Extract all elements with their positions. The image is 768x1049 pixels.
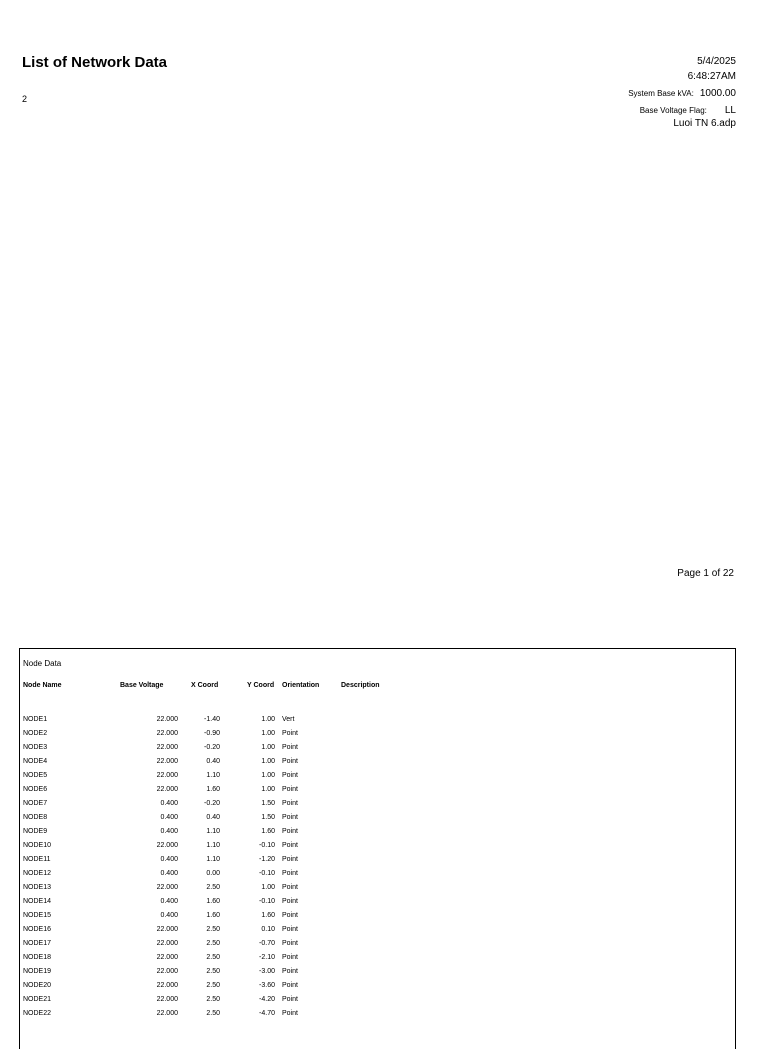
base-voltage-cell: 22.000	[156, 786, 178, 793]
x-coord-cell: 2.50	[206, 926, 220, 933]
col-header-x-coord: X Coord	[191, 682, 219, 689]
y-coord-cell: -0.10	[259, 870, 275, 877]
base-voltage-cell: 22.000	[156, 772, 178, 779]
base-voltage-cell: 22.000	[156, 842, 178, 849]
node-name-cell: NODE12	[23, 870, 52, 877]
base-voltage-cell: 22.000	[156, 730, 178, 737]
node-name-cell: NODE8	[23, 814, 48, 821]
table-row	[20, 968, 735, 982]
base-voltage-cell: 22.000	[156, 954, 178, 961]
base-voltage-cell: 22.000	[156, 1010, 178, 1017]
system-base-kva-label: System Base kVA:	[628, 89, 694, 98]
table-row	[20, 786, 735, 800]
base-voltage-flag-label: Base Voltage Flag:	[639, 106, 707, 115]
report-title: List of Network Data	[22, 54, 168, 71]
y-coord-cell: -4.20	[259, 996, 275, 1003]
y-coord-cell: -0.10	[259, 842, 275, 849]
y-coord-cell: 1.00	[261, 772, 275, 779]
x-coord-cell: -0.20	[204, 800, 220, 807]
base-voltage-flag	[640, 105, 736, 116]
node-name-cell: NODE9	[23, 828, 48, 835]
y-coord-cell: 1.00	[261, 884, 275, 891]
orientation-cell: Point	[282, 772, 298, 779]
y-coord-cell: 1.00	[261, 730, 275, 737]
node-name-cell: NODE22	[23, 1010, 52, 1017]
col-header-node-name: Node Name	[23, 682, 62, 689]
orientation-cell: Point	[282, 940, 298, 947]
orientation-cell: Point	[282, 898, 298, 905]
base-voltage-cell: 0.400	[160, 856, 178, 863]
node-name-cell: NODE7	[23, 800, 48, 807]
orientation-cell: Point	[282, 982, 298, 989]
base-voltage-cell: 22.000	[156, 926, 178, 933]
x-coord-cell: -0.90	[204, 730, 220, 737]
y-coord-cell: 1.60	[261, 828, 275, 835]
x-coord-cell: 2.50	[206, 940, 220, 947]
base-voltage-cell: 22.000	[156, 982, 178, 989]
table-row	[20, 926, 735, 940]
node-name-cell: NODE19	[23, 968, 52, 975]
orientation-cell: Point	[282, 786, 298, 793]
table-row	[20, 842, 735, 856]
table-row	[20, 912, 735, 926]
x-coord-cell: 2.50	[206, 982, 220, 989]
node-name-cell: NODE11	[23, 856, 51, 863]
x-coord-cell: 1.60	[206, 898, 220, 905]
orientation-cell: Vert	[282, 716, 295, 723]
x-coord-cell: 2.50	[206, 954, 220, 961]
x-coord-cell: 1.10	[206, 828, 220, 835]
node-data-title: Node Data	[23, 659, 62, 668]
table-row	[20, 884, 735, 898]
base-voltage-cell: 0.400	[160, 870, 178, 877]
report-subtitle-number: 2	[22, 94, 28, 104]
y-coord-cell: 0.10	[261, 926, 275, 933]
y-coord-cell: -1.20	[259, 856, 275, 863]
y-coord-cell: -0.10	[259, 898, 275, 905]
report-time: 6:48:27AM	[687, 71, 736, 82]
y-coord-cell: 1.50	[261, 800, 275, 807]
x-coord-cell: 1.60	[206, 786, 220, 793]
orientation-cell: Point	[282, 912, 298, 919]
base-voltage-cell: 22.000	[156, 968, 178, 975]
orientation-cell: Point	[282, 954, 298, 961]
orientation-cell: Point	[282, 814, 298, 821]
orientation-cell: Point	[282, 758, 298, 765]
orientation-cell: Point	[282, 926, 298, 933]
x-coord-cell: 2.50	[206, 996, 220, 1003]
file-name: Luoi TN 6.adp	[673, 118, 736, 129]
y-coord-cell: 1.50	[261, 814, 275, 821]
node-name-cell: NODE4	[23, 758, 48, 765]
node-name-cell: NODE18	[23, 954, 52, 961]
table-row	[20, 982, 735, 996]
table-row	[20, 1010, 735, 1024]
table-row	[20, 716, 735, 730]
x-coord-cell: 1.10	[206, 842, 220, 849]
node-name-cell: NODE21	[23, 996, 52, 1003]
table-row	[20, 940, 735, 954]
node-name-cell: NODE20	[23, 982, 52, 989]
col-header-orientation: Orientation	[282, 682, 320, 689]
x-coord-cell: 0.40	[206, 814, 220, 821]
base-voltage-cell: 22.000	[156, 758, 178, 765]
base-voltage-flag-value: LL	[724, 105, 736, 116]
node-name-cell: NODE15	[23, 912, 52, 919]
orientation-cell: Point	[282, 730, 298, 737]
base-voltage-cell: 22.000	[156, 884, 178, 891]
base-voltage-cell: 0.400	[160, 814, 178, 821]
y-coord-cell: -4.70	[259, 1010, 275, 1017]
node-name-cell: NODE13	[23, 884, 52, 891]
y-coord-cell: 1.00	[261, 716, 275, 723]
col-header-description: Description	[341, 682, 380, 689]
y-coord-cell: -2.10	[259, 954, 275, 961]
report-date: 5/4/2025	[697, 56, 736, 67]
orientation-cell: Point	[282, 968, 298, 975]
table-row	[20, 758, 735, 772]
y-coord-cell: -3.00	[259, 968, 275, 975]
base-voltage-cell: 0.400	[160, 912, 178, 919]
orientation-cell: Point	[282, 828, 298, 835]
col-header-base-voltage: Base Voltage	[120, 682, 164, 689]
node-name-cell: NODE2	[23, 730, 48, 737]
system-base-kva-value: 1000.00	[699, 88, 736, 99]
x-coord-cell: 2.50	[206, 968, 220, 975]
y-coord-cell: -0.70	[259, 940, 275, 947]
table-row	[20, 800, 735, 814]
table-row	[20, 856, 735, 870]
node-name-cell: NODE6	[23, 786, 48, 793]
orientation-cell: Point	[282, 996, 298, 1003]
table-row	[20, 898, 735, 912]
orientation-cell: Point	[282, 800, 298, 807]
x-coord-cell: -0.20	[204, 744, 220, 751]
orientation-cell: Point	[282, 1010, 298, 1017]
orientation-cell: Point	[282, 884, 298, 891]
y-coord-cell: 1.00	[261, 786, 275, 793]
base-voltage-cell: 22.000	[156, 996, 178, 1003]
node-data-panel	[19, 648, 736, 1049]
y-coord-cell: 1.00	[261, 758, 275, 765]
node-name-cell: NODE5	[23, 772, 48, 779]
base-voltage-cell: 22.000	[156, 940, 178, 947]
x-coord-cell: 2.50	[206, 1010, 220, 1017]
table-row	[20, 870, 735, 884]
base-voltage-cell: 0.400	[160, 828, 178, 835]
node-name-cell: NODE14	[23, 898, 52, 905]
node-name-cell: NODE10	[23, 842, 52, 849]
base-voltage-cell: 0.400	[160, 800, 178, 807]
system-base-kva	[628, 88, 736, 99]
x-coord-cell: 1.60	[206, 912, 220, 919]
base-voltage-cell: 0.400	[160, 898, 178, 905]
orientation-cell: Point	[282, 744, 298, 751]
base-voltage-cell: 22.000	[156, 716, 178, 723]
table-row	[20, 954, 735, 968]
node-name-cell: NODE3	[23, 744, 48, 751]
x-coord-cell: 1.10	[206, 772, 220, 779]
x-coord-cell: 0.00	[206, 870, 220, 877]
y-coord-cell: 1.60	[261, 912, 275, 919]
x-coord-cell: 2.50	[206, 884, 220, 891]
orientation-cell: Point	[282, 856, 298, 863]
table-row	[20, 772, 735, 786]
y-coord-cell: 1.00	[261, 744, 275, 751]
node-rows	[20, 716, 735, 1024]
table-row	[20, 730, 735, 744]
x-coord-cell: 0.40	[206, 758, 220, 765]
table-row	[20, 744, 735, 758]
table-row	[20, 828, 735, 842]
table-row	[20, 814, 735, 828]
page-number: Page 1 of 22	[677, 568, 734, 579]
x-coord-cell: -1.40	[204, 716, 220, 723]
y-coord-cell: -3.60	[259, 982, 275, 989]
node-name-cell: NODE17	[23, 940, 52, 947]
orientation-cell: Point	[282, 870, 298, 877]
orientation-cell: Point	[282, 842, 298, 849]
base-voltage-cell: 22.000	[156, 744, 178, 751]
node-name-cell: NODE1	[23, 716, 48, 723]
table-row	[20, 996, 735, 1010]
node-name-cell: NODE16	[23, 926, 52, 933]
col-header-y-coord: Y Coord	[247, 682, 275, 689]
x-coord-cell: 1.10	[206, 856, 220, 863]
